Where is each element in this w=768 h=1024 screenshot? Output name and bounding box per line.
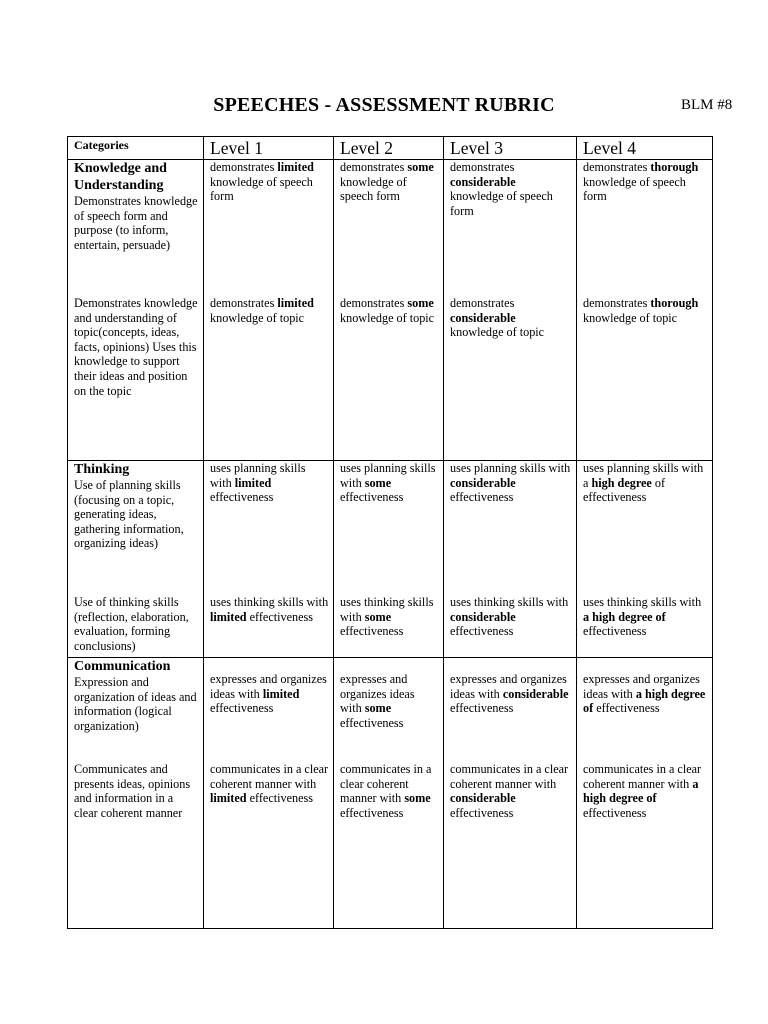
criterion-description: Demonstrates knowledge of speech form and purpose (to inform, entertain, persuade) <box>74 194 198 252</box>
rubric-table <box>67 136 713 929</box>
criterion-description: Use of thinking skills (reflection, elaboration, evaluation, forming conclusions) <box>74 595 189 653</box>
level-descriptor: expresses and organizes ideas with limited effectiveness <box>210 672 327 716</box>
level-descriptor: demonstrates some knowledge of topic <box>340 296 435 325</box>
header-level-2-cell <box>334 137 444 160</box>
level-descriptor: communicates in a clear coherent manner with a high degree of effectiveness <box>583 762 702 820</box>
category-cell-knowledge <box>68 160 204 461</box>
criterion-block <box>68 762 203 928</box>
level-cell <box>204 461 334 658</box>
level-cell <box>334 160 444 461</box>
category-block <box>68 658 203 762</box>
criterion-description: Communicates and presents ideas, opinions and information in a clear coherent manner <box>74 762 191 820</box>
level-descriptor: uses thinking skills with considerable effectiveness <box>450 595 569 639</box>
level-cell <box>577 160 713 461</box>
level-descriptor: communicates in a clear coherent manner with some effectiveness <box>340 762 432 820</box>
level-cell <box>444 160 577 461</box>
category-block <box>68 160 203 296</box>
level-descriptor: demonstrates limited knowledge of speech form <box>210 160 314 204</box>
blm-number: BLM #8 <box>681 97 733 113</box>
level-cell <box>444 461 577 658</box>
category-cell-communication <box>68 658 204 929</box>
criterion-description: Use of planning skills (focusing on a topic, generating ideas, gathering information, organizing ideas) <box>74 478 184 551</box>
header-categories-cell <box>68 137 204 160</box>
level-cell <box>204 160 334 461</box>
header-level-3: Level 3 <box>450 138 503 158</box>
level-descriptor: communicates in a clear coherent manner with considerable effectiveness <box>450 762 569 820</box>
header-level-2: Level 2 <box>340 138 393 158</box>
criterion-block <box>68 595 203 657</box>
level-descriptor: demonstrates some knowledge of speech form <box>340 160 434 204</box>
category-title: Communication <box>74 659 171 674</box>
level-descriptor: demonstrates thorough knowledge of topic <box>583 296 699 325</box>
section-row-knowledge <box>68 160 713 461</box>
level-cell <box>444 658 577 929</box>
header-level-3-cell <box>444 137 577 160</box>
level-descriptor: uses thinking skills with a high degree of effectiveness <box>583 595 702 639</box>
level-descriptor: demonstrates considerable knowledge of topic <box>450 296 545 340</box>
page-title: SPEECHES - ASSESSMENT RUBRIC <box>213 94 555 116</box>
level-cell <box>334 461 444 658</box>
criterion-block <box>68 296 203 460</box>
criterion-description: Demonstrates knowledge and understanding of topic(concepts, ideas, facts, opinions) Uses this knowledge to support their ideas and position on the topic <box>74 296 198 398</box>
header-categories: Categories <box>74 138 129 152</box>
level-descriptor: uses thinking skills with limited effectiveness <box>210 595 329 624</box>
level-descriptor: communicates in a clear coherent manner with limited effectiveness <box>210 762 329 806</box>
level-descriptor: expresses and organizes ideas with a high degree of effectiveness <box>583 672 706 716</box>
level-cell <box>577 658 713 929</box>
criterion-description: Expression and organization of ideas and information (logical organization) <box>74 675 197 733</box>
category-block <box>68 461 203 595</box>
level-cell <box>204 658 334 929</box>
level-descriptor: uses planning skills with limited effectiveness <box>210 461 306 505</box>
header-level-1-cell <box>204 137 334 160</box>
level-descriptor: demonstrates considerable knowledge of speech form <box>450 160 553 218</box>
category-title: Thinking <box>74 462 130 477</box>
category-title: Knowledge and Understanding <box>74 161 167 193</box>
header-level-1: Level 1 <box>210 138 263 158</box>
level-descriptor: uses planning skills with a high degree of effectiveness <box>583 461 704 505</box>
level-descriptor: uses planning skills with considerable effectiveness <box>450 461 571 505</box>
header-level-4: Level 4 <box>583 138 636 158</box>
level-descriptor: uses planning skills with some effectiveness <box>340 461 436 505</box>
header-level-4-cell <box>577 137 713 160</box>
level-descriptor: expresses and organizes ideas with some effectiveness <box>340 672 415 730</box>
level-descriptor: demonstrates limited knowledge of topic <box>210 296 314 325</box>
level-descriptor: uses thinking skills with some effectiveness <box>340 595 434 639</box>
level-cell <box>577 461 713 658</box>
level-cell <box>334 658 444 929</box>
section-row-communication <box>68 658 713 929</box>
level-descriptor: expresses and organizes ideas with considerable effectiveness <box>450 672 569 716</box>
header-row <box>68 137 713 160</box>
category-cell-thinking <box>68 461 204 658</box>
level-descriptor: demonstrates thorough knowledge of speech form <box>583 160 699 204</box>
section-row-thinking <box>68 461 713 658</box>
